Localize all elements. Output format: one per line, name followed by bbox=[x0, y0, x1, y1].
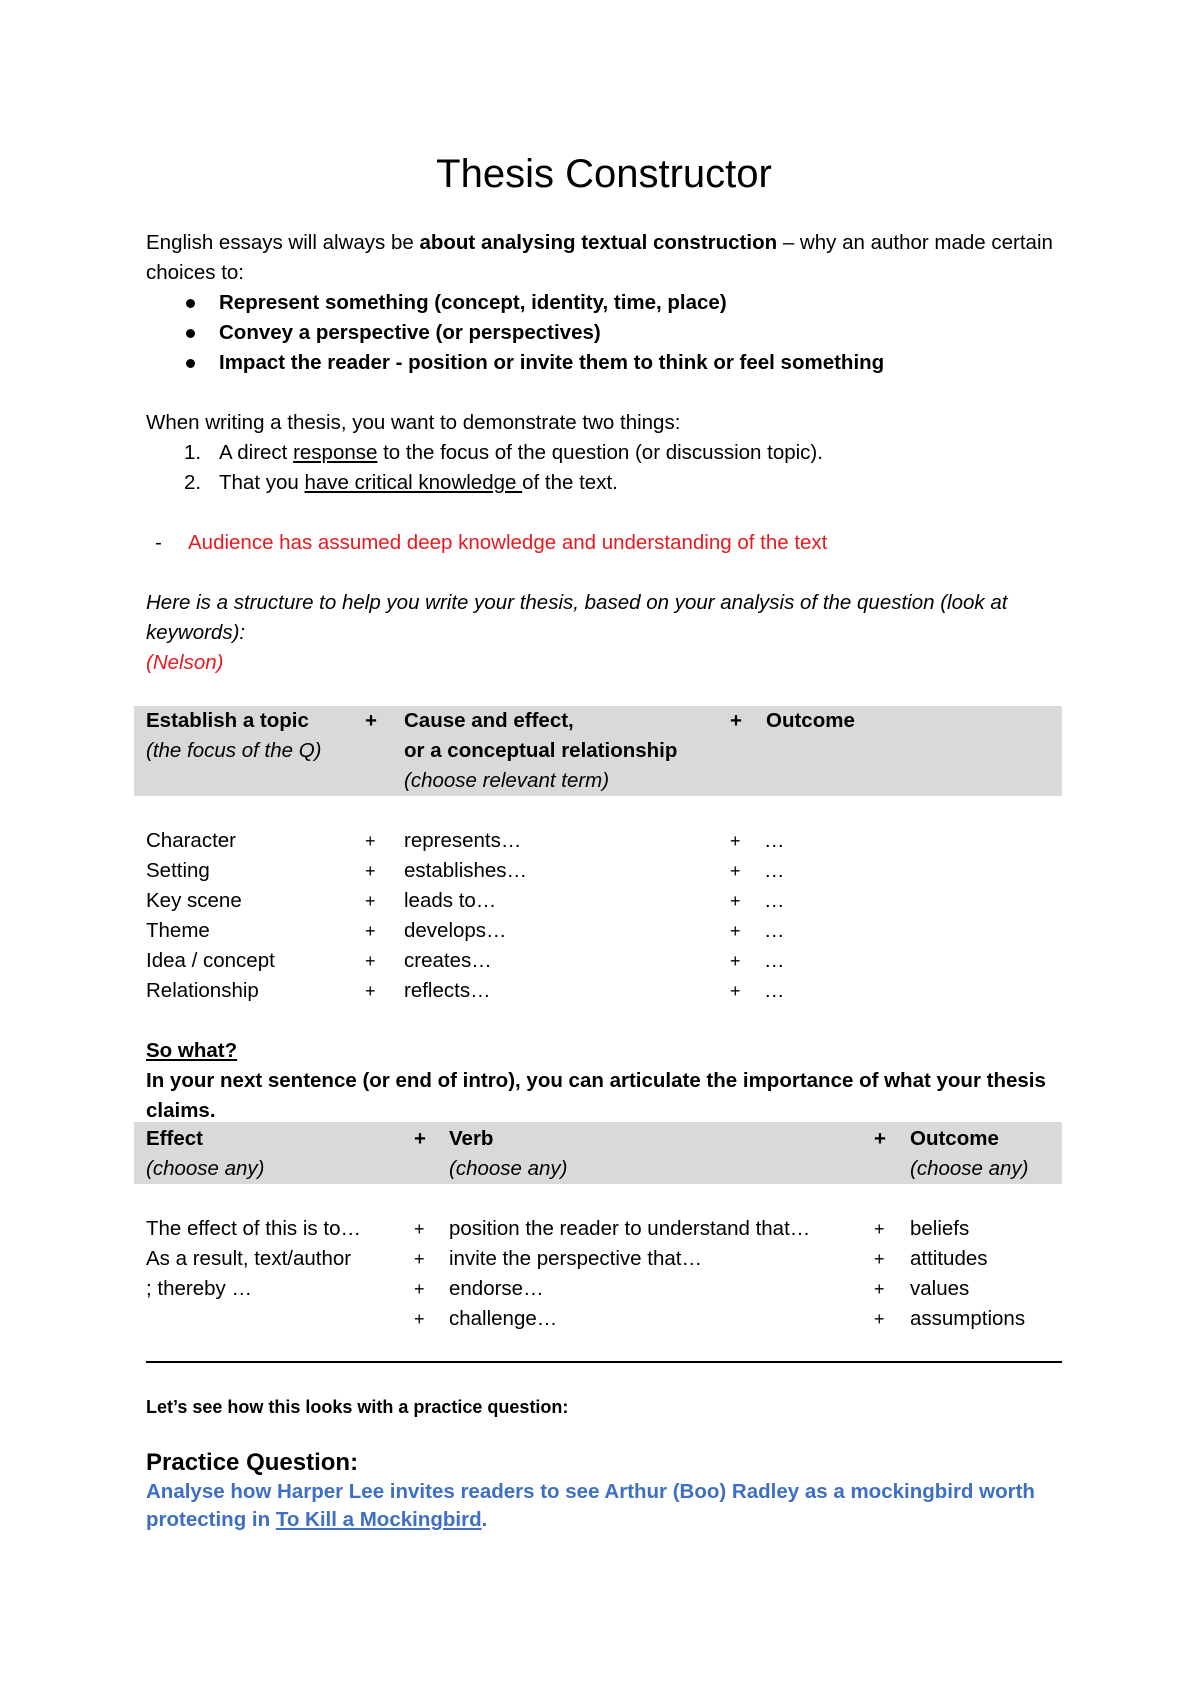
table-cell: Idea / concept bbox=[146, 949, 275, 972]
requirement-item bbox=[146, 468, 1062, 498]
header-label: Establish a topic bbox=[146, 709, 309, 732]
plus-sign: + bbox=[874, 1279, 885, 1299]
table1-header-relationship bbox=[404, 706, 724, 796]
requirement-text: That you bbox=[219, 471, 305, 494]
table2-effect-column bbox=[146, 1214, 396, 1304]
intro-text-start: English essays will always be bbox=[146, 231, 420, 254]
plus-sign: + bbox=[365, 861, 376, 881]
practice-question-text bbox=[146, 1478, 1062, 1534]
list-number: 2. bbox=[184, 471, 202, 494]
thesis-requirements bbox=[146, 408, 1062, 498]
table-cell: leads to… bbox=[404, 889, 497, 912]
plus-sign: + bbox=[730, 709, 742, 732]
table1-plus-column bbox=[365, 826, 376, 1006]
plus-sign: + bbox=[730, 831, 741, 851]
plus-sign: + bbox=[874, 1219, 885, 1239]
header-sublabel: (choose any) bbox=[449, 1157, 568, 1180]
header-label: Outcome bbox=[910, 1127, 999, 1150]
audience-note bbox=[146, 528, 1062, 558]
table-cell: endorse… bbox=[449, 1277, 544, 1300]
table-cell: Theme bbox=[146, 919, 210, 942]
table-cell: Setting bbox=[146, 859, 210, 882]
requirements-list bbox=[146, 438, 1062, 498]
requirement-item bbox=[146, 438, 1062, 468]
text-title-link[interactable]: To Kill a Mockingbird bbox=[275, 1508, 482, 1531]
list-number: 1. bbox=[184, 441, 202, 464]
table-cell: attitudes bbox=[910, 1247, 988, 1270]
table-cell: … bbox=[764, 859, 785, 882]
header-sublabel: (the focus of the Q) bbox=[146, 739, 322, 762]
header-label: Verb bbox=[449, 1127, 494, 1150]
practice-heading: Practice Question: bbox=[146, 1449, 359, 1476]
bullet-item: Represent something (concept, identity, time, place) bbox=[146, 288, 1062, 318]
plus-sign: + bbox=[365, 921, 376, 941]
table2-plus-column bbox=[414, 1214, 425, 1334]
structure-note bbox=[146, 588, 1062, 678]
table-cell: creates… bbox=[404, 949, 492, 972]
table1-header-topic bbox=[146, 706, 346, 766]
document-page bbox=[146, 0, 1062, 1531]
requirement-text: A direct bbox=[219, 441, 294, 464]
construction-bullet-list bbox=[146, 288, 1062, 378]
practice-lead-text: Let’s see how this looks with a practice question: bbox=[146, 1397, 569, 1417]
header-sublabel: (choose relevant term) bbox=[404, 769, 610, 792]
table-cell: invite the perspective that… bbox=[449, 1247, 702, 1270]
plus-sign: + bbox=[730, 951, 741, 971]
plus-sign: + bbox=[365, 951, 376, 971]
table1-topic-column bbox=[146, 826, 356, 1006]
table2-outcome-column bbox=[910, 1214, 1025, 1334]
requirement-underlined: have critical knowledge bbox=[304, 471, 523, 494]
table-cell: values bbox=[910, 1277, 970, 1300]
table-cell: … bbox=[764, 889, 785, 912]
bullet-item: Convey a perspective (or perspectives) bbox=[146, 318, 1062, 348]
table-cell: The effect of this is to… bbox=[146, 1217, 361, 1240]
table-cell: beliefs bbox=[910, 1217, 970, 1240]
table2-header-verb bbox=[449, 1124, 568, 1184]
dash-marker: - bbox=[155, 531, 162, 554]
audience-text: Audience has assumed deep knowledge and understanding of the text bbox=[188, 531, 828, 554]
plus-sign: + bbox=[414, 1249, 425, 1269]
plus-sign: + bbox=[730, 861, 741, 881]
header-label: Effect bbox=[146, 1127, 203, 1150]
intro-text-bold: about analysing textual construction bbox=[419, 231, 778, 254]
table-cell: ; thereby … bbox=[146, 1277, 252, 1300]
table2-header-effect bbox=[146, 1124, 265, 1184]
header-sublabel: (choose any) bbox=[910, 1157, 1029, 1180]
table-cell: … bbox=[764, 949, 785, 972]
table-cell: Key scene bbox=[146, 889, 242, 912]
plus-sign: + bbox=[414, 1279, 425, 1299]
table2-header-outcome bbox=[910, 1124, 1029, 1184]
table-cell: establishes… bbox=[404, 859, 528, 882]
table-cell: … bbox=[764, 829, 785, 852]
header-label: or a conceptual relationship bbox=[404, 739, 678, 762]
table-cell: represents… bbox=[404, 829, 522, 852]
question-text: Analyse how Harper Lee invites readers to see Arthur (Boo) Radley as a mockingbird worth protecting in bbox=[146, 1480, 1035, 1531]
table-cell: challenge… bbox=[449, 1307, 558, 1330]
table-cell: … bbox=[764, 979, 785, 1002]
table-cell: develops… bbox=[404, 919, 507, 942]
table1-plus-column-2 bbox=[730, 826, 741, 1006]
requirements-lead: When writing a thesis, you want to demonstrate two things: bbox=[146, 411, 681, 434]
plus-sign: + bbox=[874, 1249, 885, 1269]
table1-header-outcome: Outcome bbox=[766, 709, 855, 732]
table-cell: … bbox=[764, 919, 785, 942]
plus-sign: + bbox=[414, 1309, 425, 1329]
bullet-item: Impact the reader - position or invite them to think or feel something bbox=[146, 348, 1062, 378]
plus-sign: + bbox=[365, 831, 376, 851]
requirement-text: to the focus of the question (or discussion topic). bbox=[377, 441, 823, 464]
intro-section bbox=[146, 228, 1062, 378]
so-what-heading: So what? bbox=[146, 1039, 238, 1062]
practice-lead bbox=[146, 1392, 1062, 1422]
table-cell: As a result, text/author bbox=[146, 1247, 352, 1270]
plus-sign: + bbox=[874, 1127, 886, 1150]
plus-sign: + bbox=[414, 1219, 425, 1239]
structure-note-text: Here is a structure to help you write your thesis, based on your analysis of the question (look at keywords): bbox=[146, 591, 1008, 644]
header-label: Cause and effect, bbox=[404, 709, 574, 732]
requirement-text: of the text. bbox=[522, 471, 618, 494]
table1-verb-column bbox=[404, 826, 704, 1006]
table-cell: assumptions bbox=[910, 1307, 1026, 1330]
table2-verb-column bbox=[449, 1214, 869, 1334]
requirement-underlined: response bbox=[293, 441, 378, 464]
header-sublabel: (choose any) bbox=[146, 1157, 265, 1180]
source-note: (Nelson) bbox=[146, 651, 224, 674]
question-end: . bbox=[481, 1508, 488, 1531]
plus-sign: + bbox=[365, 891, 376, 911]
intro-paragraph bbox=[146, 228, 1062, 288]
plus-sign: + bbox=[874, 1309, 885, 1329]
practice-section bbox=[146, 1448, 1062, 1534]
table-cell: reflects… bbox=[404, 979, 491, 1002]
table2-plus-column-2 bbox=[874, 1214, 885, 1334]
table-cell: Character bbox=[146, 829, 237, 852]
table1-outcome-column bbox=[764, 826, 785, 1006]
plus-sign: + bbox=[730, 891, 741, 911]
table-cell: Relationship bbox=[146, 979, 259, 1002]
plus-sign: + bbox=[365, 981, 376, 1001]
plus-sign: + bbox=[730, 981, 741, 1001]
table-cell: position the reader to understand that… bbox=[449, 1217, 811, 1240]
so-what-text: In your next sentence (or end of intro), you can articulate the importance of what your thesis claims. bbox=[146, 1069, 1046, 1122]
page-title: Thesis Constructor bbox=[436, 152, 772, 196]
section-divider bbox=[146, 1361, 1062, 1363]
so-what-section bbox=[146, 1036, 1062, 1126]
plus-sign: + bbox=[414, 1127, 426, 1150]
plus-sign: + bbox=[730, 921, 741, 941]
plus-sign: + bbox=[365, 709, 377, 732]
intro-text-end: – why an author made certain choices to: bbox=[146, 231, 1053, 284]
